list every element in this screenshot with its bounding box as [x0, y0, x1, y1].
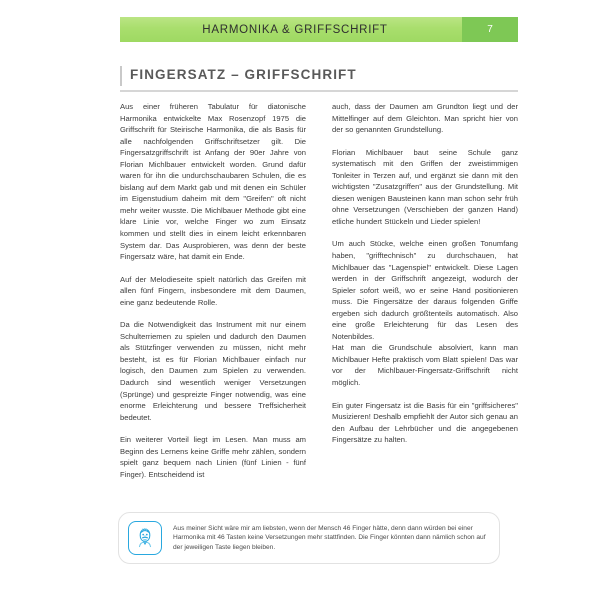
- section-heading-title: FINGERSATZ – GRIFFSCHRIFT: [130, 67, 357, 82]
- paragraph: Florian Michlbauer baut seine Schule ganz systematisch mit den Griffen der zweistimmigen Tonleiter in Terzen auf, und ergänzt sie dann mit den wichtigsten "Zusatzgriffen" aus der Grundstellung. Mit diesen wenigen Bausteinen kann man schon sehr früh ohne Versetzungen (Verschieben der ganzen Hand) etliche hundert Stückeln und Lieder spielen!: [332, 147, 518, 226]
- paragraph: Da die Notwendigkeit das Instrument mit nur einem Schulterriemen zu spielen und dadurch den Daumen als Stützfinger verwenden zu müssen, nicht mehr besteht, ist es für Florian Michlbauer einfach nur logisch, den Daumen zum Spielen zu verwenden. Dadurch sind wesentlich weniger Versetzungen (Sprünge) und gespreizte Finger notwendig, was eine enorme Erleichterung und bessere Treffsicherheit bedeutet.: [120, 320, 306, 422]
- paragraph: Ein weiterer Vorteil liegt im Lesen. Man muss am Beginn des Lernens keine Griffe mehr zählen, sondern spielt ganz bequem nach Linien (fünf Linien - fünf Finger). Entscheidend ist: [120, 435, 306, 479]
- running-header-title: HARMONIKA & GRIFFSCHRIFT: [202, 23, 388, 36]
- paragraph: auch, dass der Daumen am Grundton liegt und der Mittelfinger auf dem Gleichton. Man spricht hier von der so genannten Grundstellung.: [332, 102, 518, 135]
- section-heading: [120, 66, 518, 92]
- author-quote-text: Aus meiner Sicht wäre mir am liebsten, wenn der Mensch 46 Finger hätte, denn dann würden bei einer Harmonika mit 46 Tasten keine Versetzungen mehr stattfinden. Die Finger könnten dann nämlich schon auf der jeweiligen Taste liegen bleiben.: [173, 524, 486, 551]
- page-number-box: [462, 17, 518, 42]
- body-column-left: [120, 101, 306, 480]
- section-heading-bottom-rule: [120, 90, 518, 92]
- paragraph: Um auch Stücke, welche einen großen Tonumfang haben, "grifftechnisch" zu durchschauen, hat Michlbauer das "Lagenspiel" entwickelt. Diese Lagen werden in der Griffschrift angezeigt, wodurch der Spieler sofort weiß, wo er seine Hand positionieren muss. Die Fingersätze der daraus folgenden Griffe ergeben sich dadurch größtenteils automatisch. Also eine große Erleichterung für das Lesen des Notenbildes.: [332, 239, 518, 341]
- body-column-right: [332, 101, 518, 446]
- author-quote-callout: [118, 512, 500, 564]
- paragraph: Ein guter Fingersatz ist die Basis für ein "griffsicheres" Musizieren! Deshalb empfiehlt der Autor sich genau an den Aufbau der Lehrbücher und die angegebenen Fingersätze zu halten.: [332, 400, 518, 445]
- page-number: 7: [487, 24, 493, 35]
- paragraph: Aus einer früheren Tabulatur für diatonische Harmonika entwickelte Max Rosenzopf 1975 die Griffschrift für Steirische Harmonika, die als Basis für alle nachfolgenden Griffschriftsetzer gilt. Die Fingersatzgriffschrift ist Anfang der 90er Jahre von Florian Michlbauer entwickelt worden. Grund dafür waren für ihn die undurchschaubaren Schulen, die es bislang auf dem Markt gab und mit denen ein Schüler im Eigenstudium daheim mit dem "Greifen" oft nicht mehr weiter wusste. Die Michlbauer Methode gibt eine klare Linie vor, welche Finger wo zum Einsatz kommen und stellt dies in einem leicht erkennbaren System dar. Das Ausprobieren, was denn der beste Fingersatz wäre, hat damit ein Ende.: [120, 102, 306, 262]
- section-heading-left-rule: [120, 66, 122, 86]
- paragraph: Hat man die Grundschule absolviert, kann man Michlbauer Hefte praktisch vom Blatt spielen! Das war vor der Michlbauer-Fingersatz-Griffschrift nicht möglich.: [332, 343, 518, 388]
- paragraph: Auf der Melodieseite spielt natürlich das Greifen mit allen fünf Fingern, insbesondere mit dem Daumen, eine ganz bedeutende Rolle.: [120, 274, 306, 307]
- running-header-bar: [120, 17, 518, 42]
- author-portrait-icon: [128, 521, 162, 555]
